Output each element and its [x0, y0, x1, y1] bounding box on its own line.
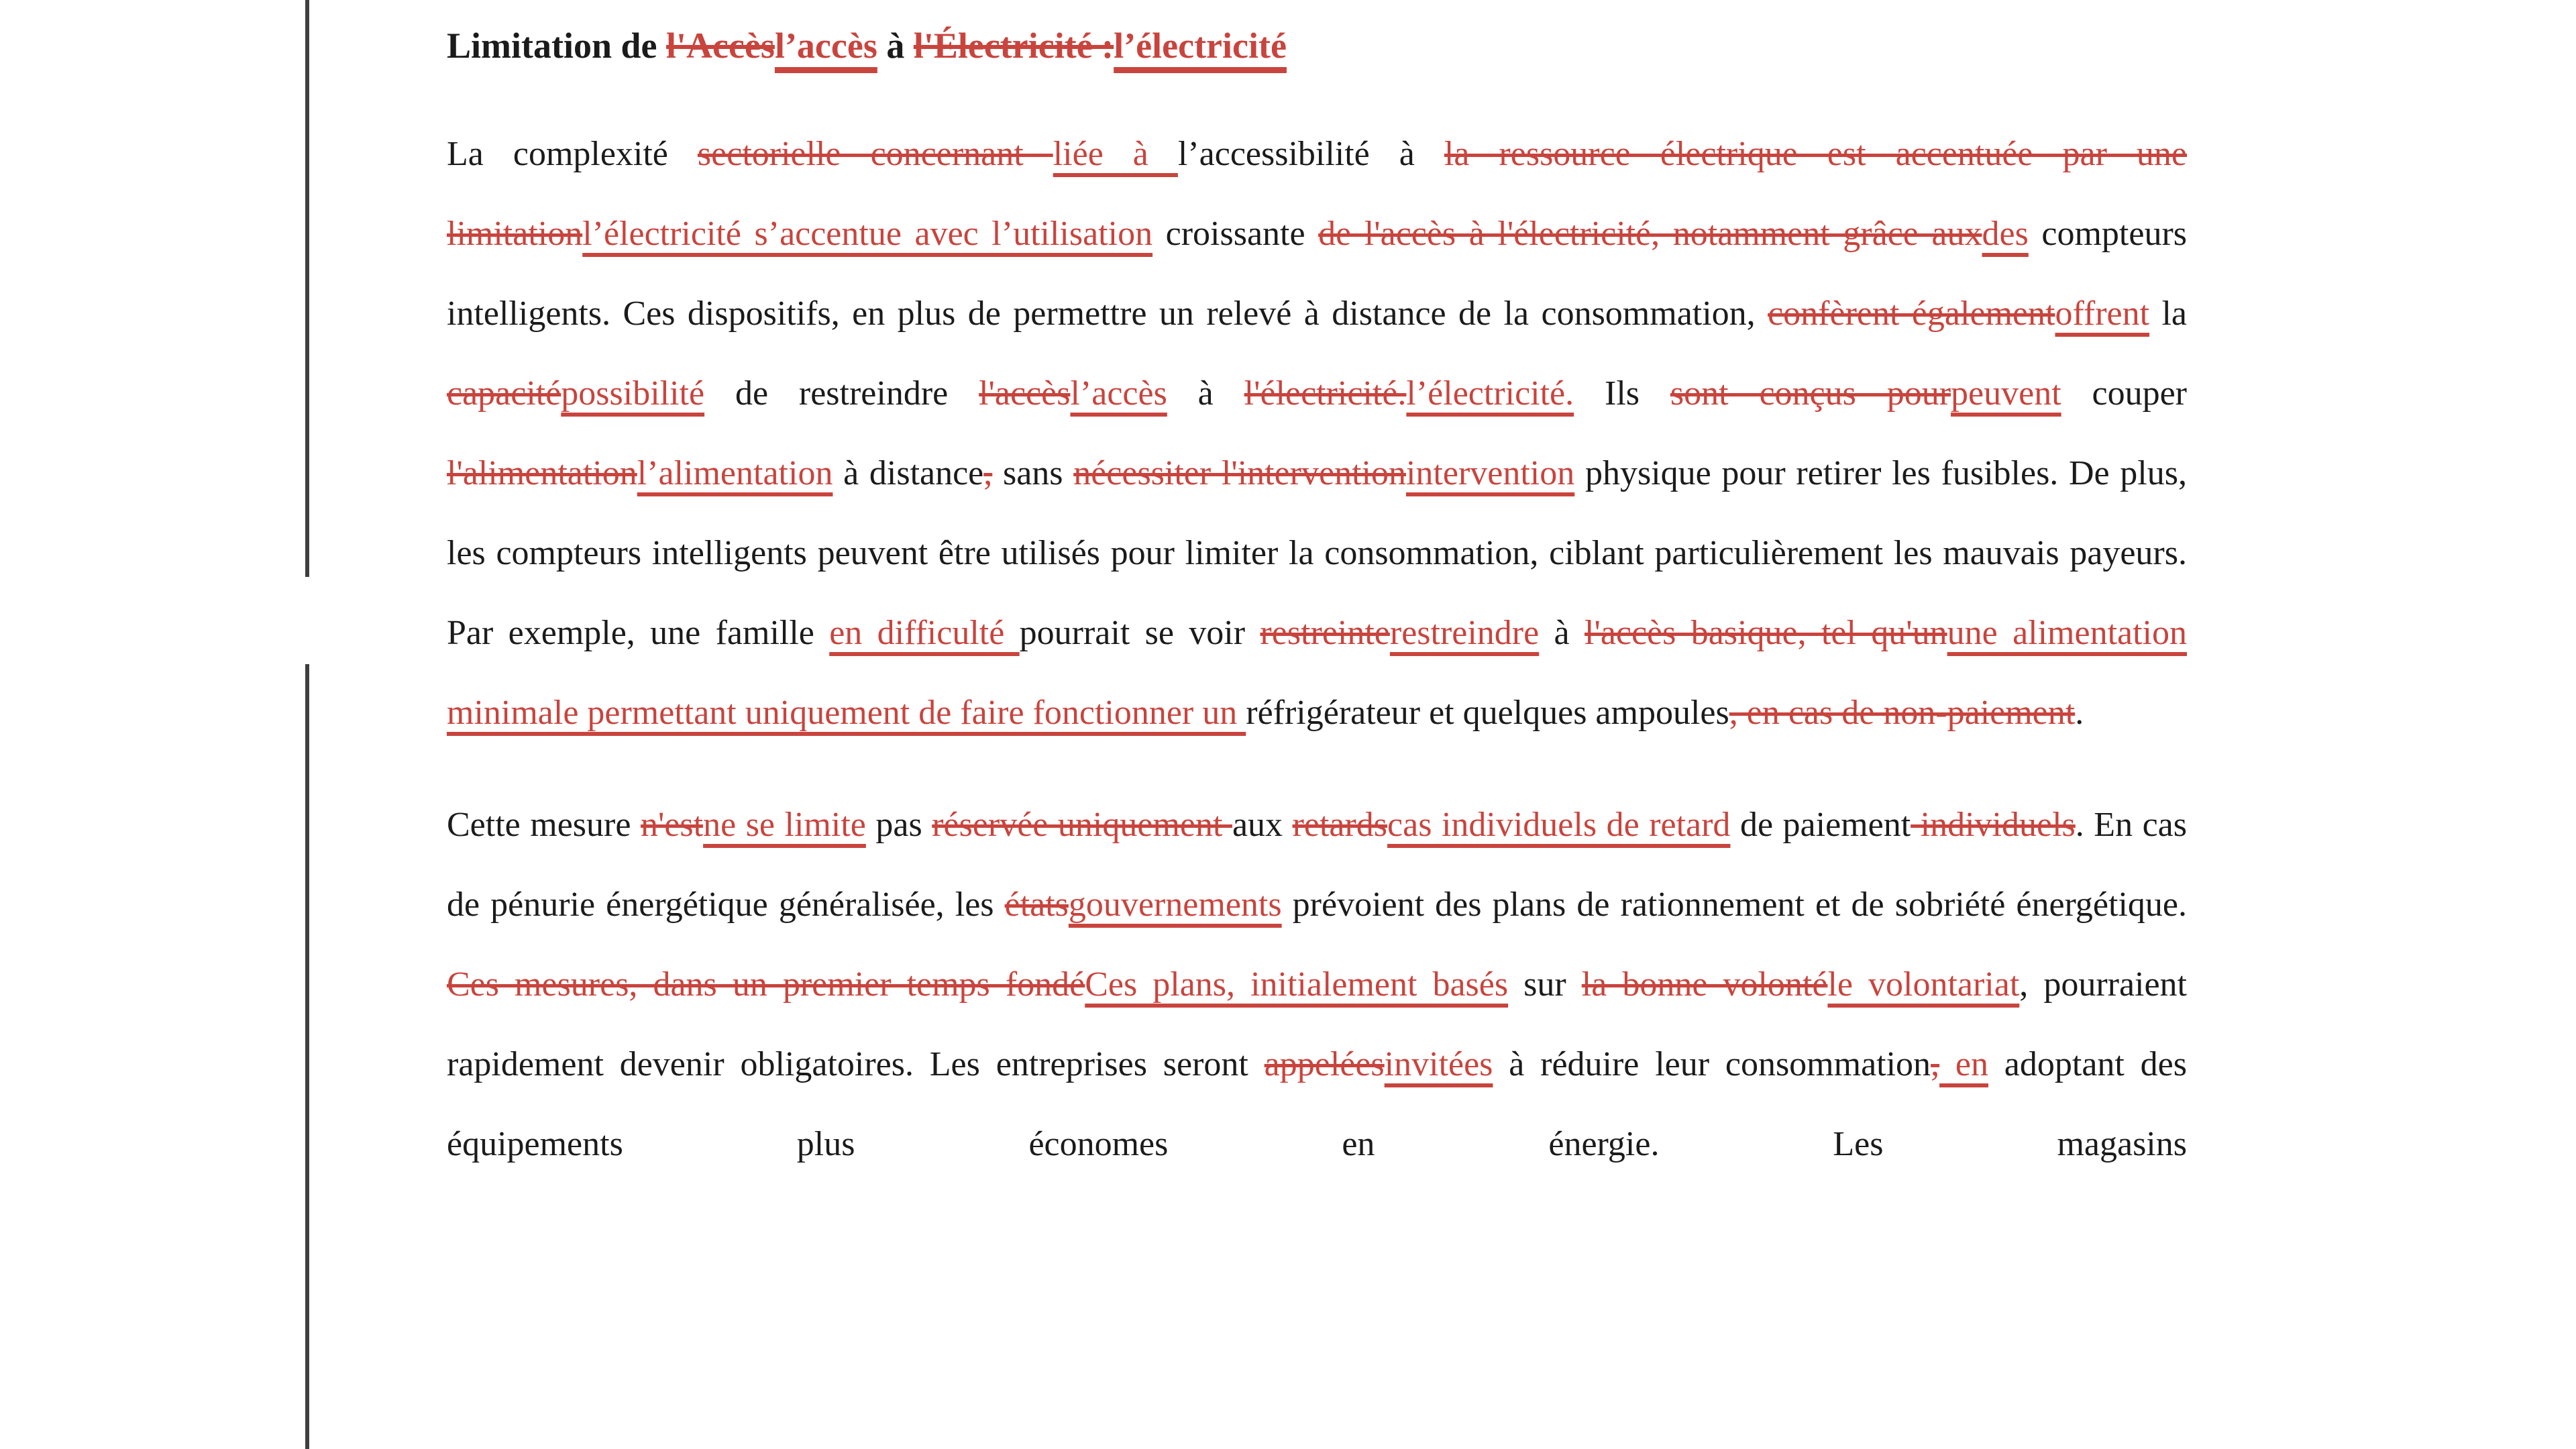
text-run: Cette mesure: [447, 806, 641, 844]
deleted-text-run: l'alimentation: [447, 454, 637, 492]
inserted-text-run: des: [1982, 215, 2029, 253]
text-run: à: [877, 25, 914, 66]
tracked-change-bar: [305, 664, 309, 1449]
deleted-text-run: sectorielle concernant: [697, 135, 1053, 173]
text-run: Limitation de: [447, 25, 667, 66]
inserted-text-run: invitées: [1384, 1045, 1493, 1083]
deleted-text-run: sont conçus pour: [1670, 374, 1951, 413]
deleted-text-run: états: [1004, 885, 1069, 924]
deleted-text-run: l'Électricité :: [913, 25, 1114, 66]
text-run: pourrait se voir: [1019, 614, 1260, 652]
deleted-text-run: l'Accès: [666, 25, 775, 66]
inserted-text-run: peuvent: [1951, 374, 2061, 413]
text-run: couper: [2061, 374, 2187, 413]
inserted-text-run: offrent: [2055, 294, 2150, 333]
deleted-text-run: individuels: [1911, 806, 2076, 844]
text-run: aux: [1232, 806, 1293, 844]
text-run: .: [2075, 694, 2084, 732]
deleted-text-run: la bonne volonté: [1581, 965, 1828, 1004]
text-run: prévoient des plans de rationnement et de sobriété énergétique.: [1281, 885, 2187, 924]
deleted-text-run: nécessiter l'intervention: [1073, 454, 1406, 492]
text-run: la: [2149, 294, 2187, 333]
deleted-text-run: retards: [1292, 806, 1388, 844]
inserted-text-run: l’accès: [1070, 374, 1167, 413]
deleted-text-run: Ces mesures, dans un premier temps fondé: [447, 965, 1085, 1004]
deleted-text-run: de l'accès à l'électricité, notamment grâce aux: [1318, 215, 1982, 253]
deleted-text-run: , en cas de non-paiement: [1729, 694, 2076, 732]
text-run: réfrigérateur et quelques ampoules: [1246, 694, 1729, 732]
text-run: croissante: [1152, 215, 1319, 253]
text-run: . En cas de pénurie énergétique généralisée, les: [447, 806, 2187, 924]
deleted-text-run: capacité: [447, 374, 561, 413]
inserted-text-run: liée à: [1053, 135, 1178, 173]
text-run: l’accessibilité à: [1177, 135, 1444, 173]
inserted-text-run: gouvernements: [1068, 885, 1282, 924]
text-run: sur: [1508, 965, 1582, 1004]
text-run: compteurs intelligents. Ces dispositifs, en plus de permettre un relevé à distance de la consommation,: [447, 215, 2187, 333]
inserted-text-run: le volontariat: [1827, 965, 2020, 1004]
inserted-text-run: cas individuels de retard: [1387, 806, 1731, 844]
text-run: sans: [992, 454, 1074, 492]
text-run: à: [1167, 374, 1244, 413]
deleted-text-run: ,: [1931, 1045, 1940, 1083]
deleted-text-run: appelées: [1264, 1045, 1385, 1083]
deleted-text-run: l'accès: [979, 374, 1071, 413]
text-run: physique pour retirer les fusibles. De plus, les compteurs intelligents peuvent être utilisés pour limiter la consommation, ciblant particulièrement les mauvais payeurs. Par exemple, une famille: [447, 454, 2187, 652]
paragraph-1: [447, 114, 2187, 753]
text-run: La complexité: [447, 135, 698, 173]
text-run: Ils: [1574, 374, 1670, 413]
deleted-text-run: confèrent également: [1768, 294, 2055, 333]
text-run: de restreindre: [704, 374, 979, 413]
inserted-text-run: l’électricité.: [1406, 374, 1574, 413]
inserted-text-run: restreindre: [1389, 614, 1540, 652]
tracked-change-bar: [305, 0, 309, 577]
deleted-text-run: restreinte: [1260, 614, 1390, 652]
text-run: à réduire leur consommation: [1493, 1045, 1931, 1083]
document-content: [447, 0, 2187, 1184]
inserted-text-run: possibilité: [561, 374, 705, 413]
text-run: adoptant des équipements plus économes en énergie. Les magasins: [447, 1045, 2187, 1163]
document-title: [447, 0, 2187, 82]
deleted-text-run: l'accès basique, tel qu'un: [1585, 614, 1947, 652]
deleted-text-run: réservée uniquement: [932, 806, 1232, 844]
inserted-text-run: l’électricité: [1114, 25, 1287, 66]
inserted-text-run: l’alimentation: [637, 454, 833, 492]
inserted-text-run: l’électricité s’accentue avec l’utilisation: [582, 215, 1153, 253]
inserted-text-run: Ces plans, initialement basés: [1085, 965, 1509, 1004]
inserted-text-run: l’accès: [774, 25, 877, 66]
paragraph-2: [447, 785, 2187, 1184]
inserted-text-run: en: [1939, 1045, 1988, 1083]
deleted-text-run: l'électricité.: [1244, 374, 1407, 413]
text-run: pas: [865, 806, 932, 844]
text-run: à distance: [833, 454, 984, 492]
inserted-text-run: une alimentation minimale permettant uniquement de faire fonctionner un: [447, 614, 2187, 732]
deleted-text-run: ,: [983, 454, 993, 492]
text-run: , pourraient rapidement devenir obligatoires. Les entreprises seront: [447, 965, 2188, 1083]
text-run: de paiement: [1730, 806, 1911, 844]
deleted-text-run: n'est: [640, 806, 704, 844]
inserted-text-run: en difficulté: [829, 614, 1020, 652]
text-run: à: [1539, 614, 1585, 652]
inserted-text-run: ne se limite: [703, 806, 866, 844]
inserted-text-run: intervention: [1405, 454, 1575, 492]
deleted-text-run: la ressource électrique est accentuée par une limitation: [447, 135, 2188, 253]
